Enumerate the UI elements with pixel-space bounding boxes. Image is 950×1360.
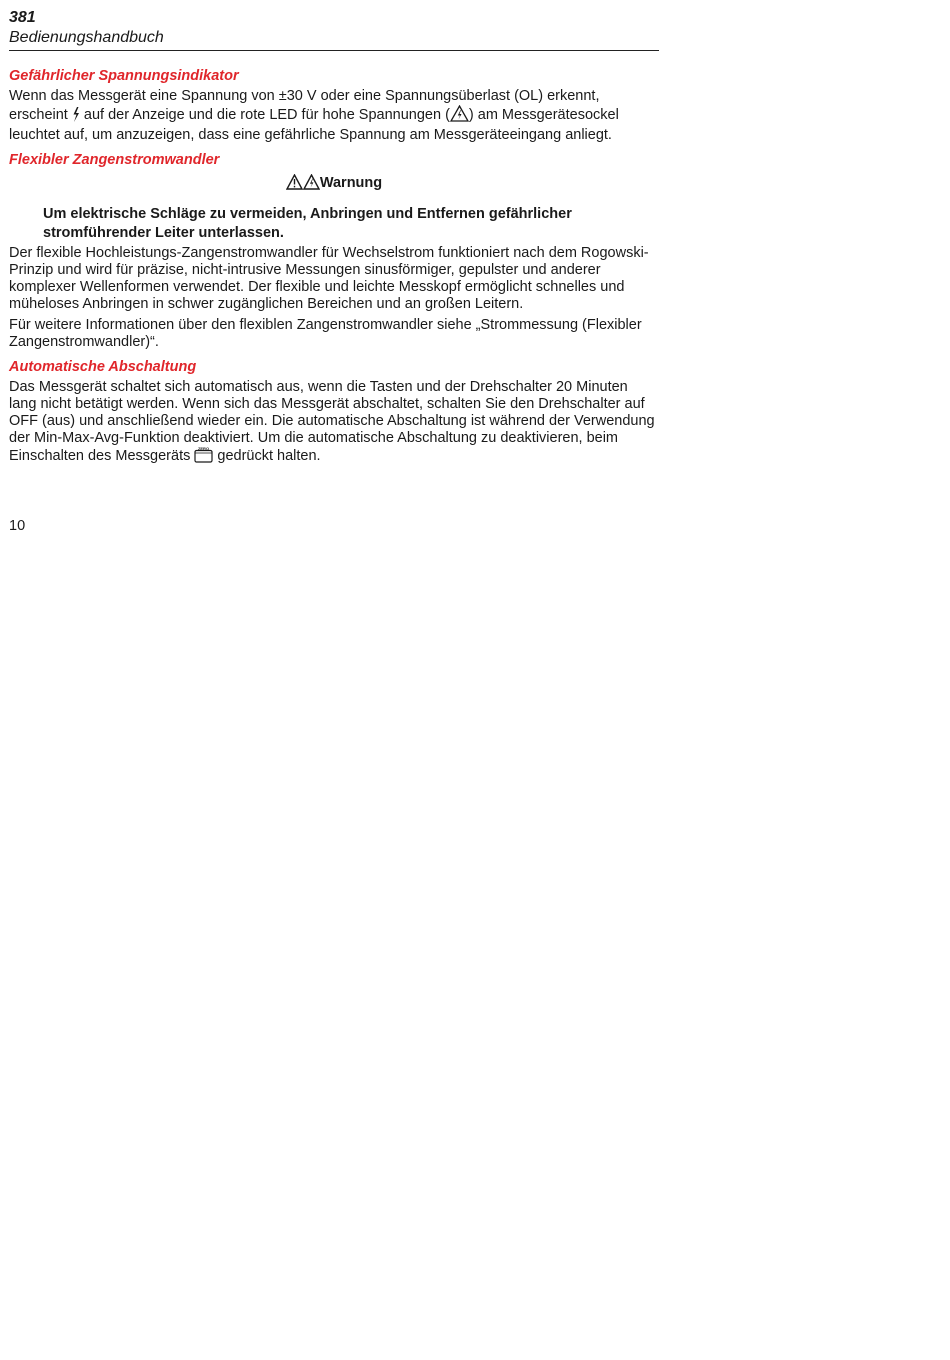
lightning-bolt-icon [72, 107, 80, 127]
header-divider [9, 50, 659, 51]
high-voltage-warning-icon [303, 174, 320, 195]
voltage-indicator-text-2: auf der Anzeige und die rote LED für hohe Spannungen ( [83, 107, 450, 123]
auto-off-text-1: Das Messgerät schaltet sich automatisch aus, wenn die Tasten und der Drehschalter 20 Minuten lang nicht betätigt werden. Wenn sich das Messgerät abschaltet, schalten Sie den Drehschalter auf OFF (aus) und anschließend wieder ein. Die automatische Abschaltung ist während der Verwendung der Min-Max-Avg-Funktion deaktiviert. Um die automatische Abschaltung zu deaktivieren, beim Einschalten des Messgeräts [9, 379, 655, 464]
zero-key-label: ZERO [198, 447, 210, 451]
section-title-auto-off: Automatische Abschaltung [9, 359, 197, 375]
manual-title: Bedienungshandbuch [9, 29, 164, 46]
page-number: 10 [9, 518, 26, 534]
clamp-paragraph-2: Für weitere Informationen über den flexiblen Zangenstromwandler siehe „Strommessung (Flexibler Zangenstromwandler)“. [9, 317, 642, 350]
section-title-voltage-indicator: Gefährlicher Spannungsindikator [9, 68, 239, 84]
auto-off-paragraph [9, 379, 659, 468]
voltage-indicator-text-1: Wenn das Messgerät eine Spannung von ±30 V oder eine Spannungsüberlast (OL) erkennt, erscheint [9, 88, 600, 123]
voltage-indicator-text-3: ) am Messgerätesockel leuchtet auf, um anzuzeigen, dass eine gefährliche Spannung am Messgeräteeingang anliegt. [9, 107, 619, 143]
section-title-flexible-clamp: Flexibler Zangenstromwandler [9, 152, 220, 168]
page-header [9, 8, 659, 51]
auto-off-text-2: gedrückt halten. [217, 448, 321, 464]
warning-text: Um elektrische Schläge zu vermeiden, Anbringen und Entfernen gefährlicher stromführender Leiter unterlassen. [43, 206, 572, 241]
voltage-indicator-paragraph [9, 88, 659, 144]
model-number: 381 [9, 9, 36, 26]
caution-triangle-icon [286, 174, 303, 195]
warning-label: Warnung [319, 175, 383, 191]
warning-heading [9, 174, 659, 195]
zero-key-icon [194, 447, 213, 468]
high-voltage-warning-icon [450, 105, 469, 127]
manual-page [9, 8, 659, 535]
clamp-paragraph-1: Der flexible Hochleistungs-Zangenstromwandler für Wechselstrom funktioniert nach dem Rogowski-Prinzip und wird für präzise, nicht-intrusive Messungen sinusförmiger, gepulster und anderer komplexer Wellenformen verwendet. Der flexible und leichte Messkopf ermöglicht schnelles und müheloses Anbringen in schwer zugänglichen Bereichen und an großen Leitern. [9, 245, 649, 312]
